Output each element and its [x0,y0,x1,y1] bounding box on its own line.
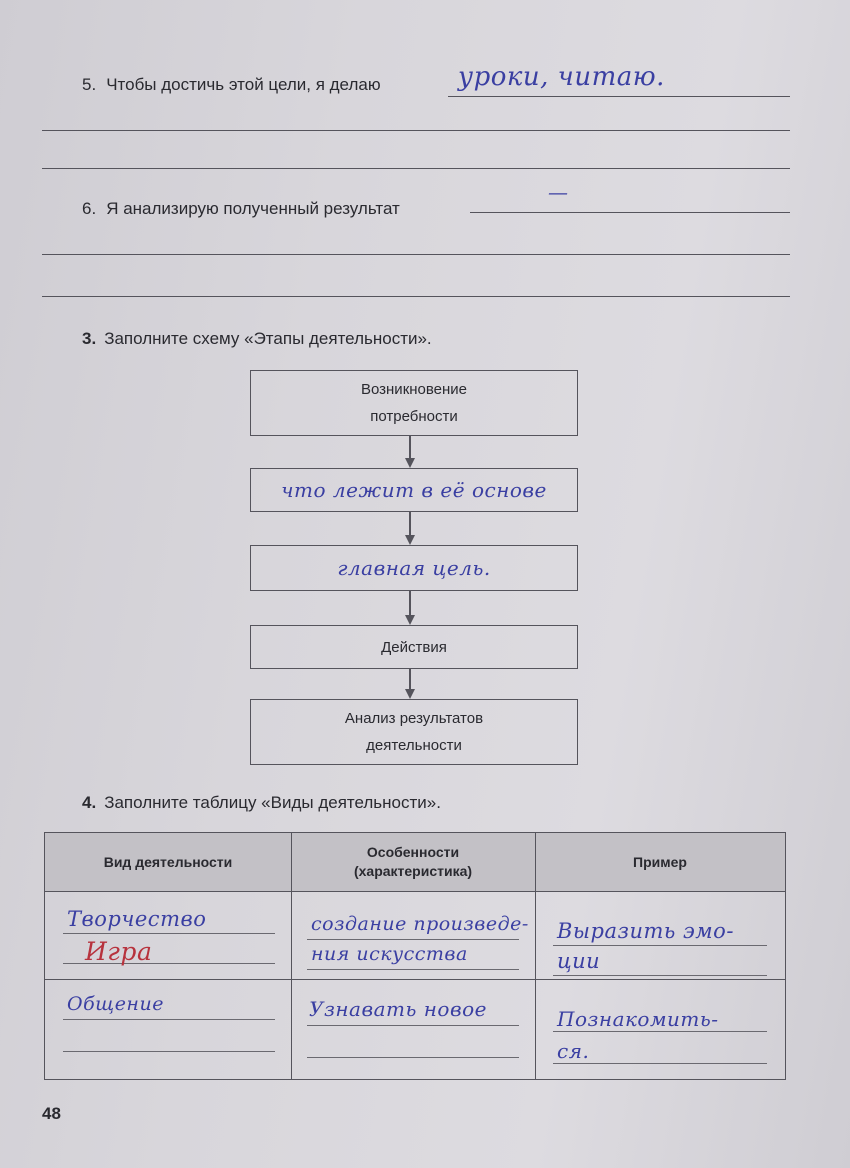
stage-box-goal [250,545,578,591]
stage-label: деятельности [366,737,462,754]
cell-line [553,945,767,946]
question-6 [82,199,400,219]
stage-box-analysis [250,699,578,765]
cell-line [63,933,275,934]
row-divider [45,979,785,980]
handwritten-answer: что лежит в её основе [281,477,547,502]
cell-line [307,969,519,970]
handwritten-feature: создание произведе- [311,913,529,935]
stage-label: Анализ результатов [344,710,484,727]
flow-arrow [405,591,415,625]
task-number: 4. [82,793,97,812]
answer-line [42,130,790,131]
stage-label: Действия [381,638,447,656]
answer-line [470,212,790,213]
handwritten-answer: уроки, читаю. [458,62,665,92]
header-features-line: (характеристика) [353,863,473,879]
question-text: Чтобы достичь этой цели, я делаю [106,75,381,94]
question-number: 6. [82,199,97,218]
handwritten-feature: Узнавать новое [309,997,487,1021]
column-divider [535,833,536,1079]
handwritten-example: Выразить эмо- [557,919,734,943]
task-text: Заполните схему «Этапы деятельности». [104,329,432,348]
stage-label: Возникновение [360,381,468,398]
task-3-heading [82,329,432,349]
stage-box-motive [250,468,578,512]
question-5 [82,75,381,95]
header-features-line: Особенности [366,844,460,860]
handwritten-type: Творчество [67,907,207,931]
task-number: 3. [82,329,97,348]
answer-line [42,168,790,169]
answer-line [42,254,790,255]
stage-box-need [250,370,578,436]
cell-line [553,975,767,976]
activity-types-table [44,832,786,1080]
handwritten-feature: ния искусства [311,943,468,965]
question-number: 5. [82,75,97,94]
cell-line [63,1019,275,1020]
handwritten-example: ции [557,949,601,973]
page-number: 48 [42,1104,61,1123]
handwritten-example: Познакомить- [557,1007,719,1031]
header-features [291,833,535,891]
cell-line [553,1031,767,1032]
flow-arrow [405,436,415,468]
column-divider [291,833,292,1079]
stage-box-actions [250,625,578,669]
handwritten-example: ся. [557,1039,590,1063]
flow-arrow [405,669,415,699]
stage-label: потребности [370,408,458,425]
task-4-heading [82,793,441,813]
cell-line [553,1063,767,1064]
answer-line [448,96,790,97]
task-text: Заполните таблицу «Виды деятельности». [104,793,441,812]
cell-line [63,1051,275,1052]
question-text: Я анализирую полученный результат [106,199,400,218]
handwritten-answer: главная цель. [337,555,491,580]
cell-line [307,939,519,940]
handwritten-answer: — [548,180,569,204]
header-example: Пример [633,853,687,870]
cell-line [307,1057,519,1058]
handwritten-type: Общение [67,993,164,1015]
handwritten-type: Игра [85,937,153,966]
header-activity-type: Вид деятельности [103,853,233,870]
cell-line [307,1025,519,1026]
flow-arrow [405,512,415,545]
answer-line [42,296,790,297]
